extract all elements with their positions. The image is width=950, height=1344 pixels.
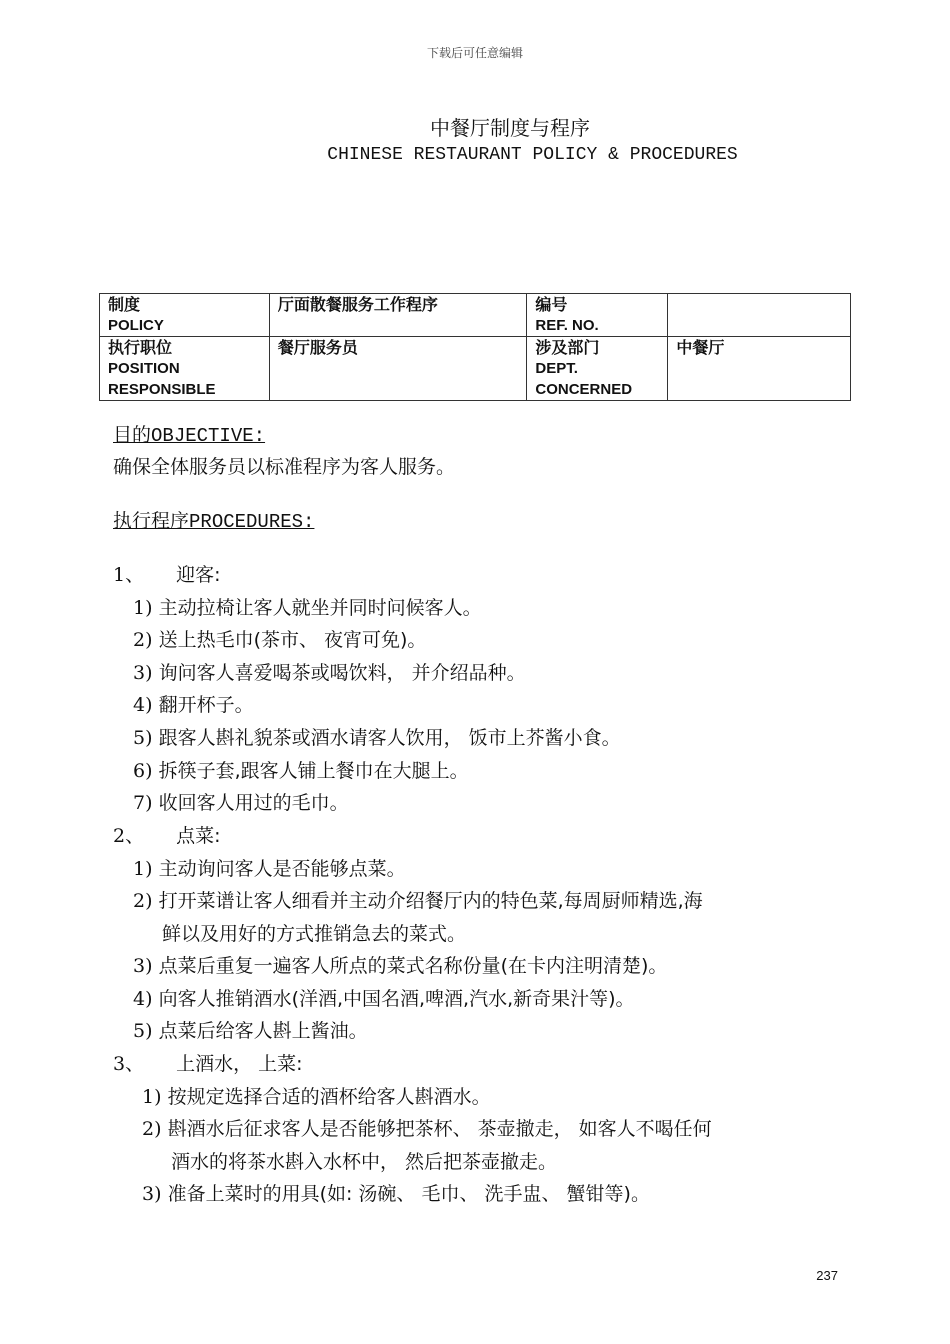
table-row (100, 337, 851, 401)
table-row (100, 294, 851, 337)
list-item (133, 983, 635, 1015)
section-2-heading (113, 820, 221, 852)
position-label-cell (100, 337, 270, 401)
list-item (133, 722, 621, 754)
ref-label-en: REF. NO. (535, 317, 599, 334)
dept-value-cell (668, 337, 851, 401)
position-value-cell (269, 337, 526, 401)
item-text: 主动拉椅让客人就坐并同时问候客人。 (158, 597, 482, 619)
item-text: 斟酒水后征求客人是否能够把茶杯、 茶壶撤走， 如客人不喝任何 (167, 1118, 712, 1140)
item-number: 2) (142, 1118, 162, 1140)
item-number: 2) (133, 890, 153, 912)
policy-value: 厅面散餐服务工作程序 (277, 295, 438, 314)
item-text: 拆筷子套,跟客人铺上餐巾在大腿上。 (158, 760, 469, 782)
position-label-en-2: RESPONSIBLE (108, 381, 216, 398)
policy-info-table (99, 293, 851, 401)
policy-label-cn: 制度 (108, 295, 141, 314)
list-item (142, 1113, 712, 1145)
item-number: 3) (133, 662, 153, 684)
item-text: 向客人推销酒水(洋酒,中国名酒,啤酒,汽水,新奇果汁等)。 (158, 988, 635, 1010)
dept-label-en: DEPT. (535, 360, 578, 377)
list-item (133, 950, 667, 982)
position-value: 餐厅服务员 (277, 338, 358, 357)
section-number: 1、 (113, 564, 145, 586)
position-label-en: POSITION (108, 360, 180, 377)
page-title-english: CHINESE RESTAURANT POLICY & PROCEDURES (327, 145, 738, 165)
policy-label-en: POLICY (108, 317, 164, 334)
list-item (133, 787, 349, 819)
ref-label-cell (527, 294, 668, 337)
item-number: 2) (133, 629, 153, 651)
item-text: 收回客人用过的毛巾。 (158, 792, 349, 814)
item-text: 打开菜谱让客人细看并主动介绍餐厅内的特色菜,每周厨师精选,海 (158, 890, 703, 912)
item-text: 询问客人喜爱喝茶或喝饮料， 并介绍品种。 (158, 662, 526, 684)
item-number: 1) (142, 1086, 162, 1108)
dept-value: 中餐厅 (676, 338, 725, 357)
item-text: 送上热毛巾(茶市、 夜宵可免)。 (158, 629, 427, 651)
list-item (133, 1015, 368, 1047)
list-item (133, 657, 526, 689)
list-item (133, 689, 254, 721)
objective-heading (113, 420, 265, 447)
item-number: 3) (142, 1183, 162, 1205)
item-number: 5) (133, 1020, 153, 1042)
list-item (142, 1178, 650, 1210)
item-text: 点菜后给客人斟上酱油。 (158, 1020, 368, 1042)
item-text: 按规定选择合适的酒杯给客人斟酒水。 (167, 1086, 491, 1108)
position-label-cn: 执行职位 (108, 338, 173, 357)
section-number: 2、 (113, 825, 145, 847)
list-item-continuation: 酒水的将茶水斟入水杯中， 然后把茶壶撤走。 (171, 1151, 558, 1173)
list-item (133, 592, 482, 624)
policy-label-cell (100, 294, 270, 337)
item-text: 翻开杯子。 (158, 694, 254, 716)
objective-text: 确保全体服务员以标准程序为客人服务。 (113, 456, 456, 478)
procedures-heading-cn: 执行程序 (113, 510, 190, 532)
objective-heading-cn: 目的 (113, 424, 152, 446)
item-number: 3) (133, 955, 153, 977)
item-number: 4) (133, 988, 153, 1010)
ref-value-cell (668, 294, 851, 337)
dept-label-cell (527, 337, 668, 401)
item-text: 跟客人斟礼貌茶或酒水请客人饮用， 饭市上芥酱小食。 (158, 727, 621, 749)
section-title: 点菜: (176, 825, 221, 847)
objective-heading-en: OBJECTIVE: (151, 425, 266, 447)
item-text: 点菜后重复一遍客人所点的菜式名称份量(在卡内注明清楚)。 (158, 955, 668, 977)
item-number: 7) (133, 792, 153, 814)
page-number: 237 (816, 1268, 838, 1283)
item-number: 1) (133, 597, 153, 619)
section-title: 迎客: (176, 564, 221, 586)
section-3-heading (113, 1048, 303, 1080)
list-item (133, 885, 703, 917)
procedures-heading (113, 506, 314, 533)
procedures-heading-en: PROCEDURES: (189, 511, 315, 533)
item-text: 主动询问客人是否能够点菜。 (158, 858, 406, 880)
item-text: 准备上菜时的用具(如: 汤碗、 毛巾、 洗手盅、 蟹钳等)。 (167, 1183, 650, 1205)
page-title-chinese: 中餐厅制度与程序 (430, 116, 590, 140)
policy-value-cell (269, 294, 526, 337)
section-1-heading (113, 559, 221, 591)
dept-label-cn: 涉及部门 (535, 338, 600, 357)
section-number: 3、 (113, 1053, 145, 1075)
list-item (133, 853, 406, 885)
header-note: 下载后可任意编辑 (426, 46, 523, 60)
list-item (133, 624, 426, 656)
item-number: 4) (133, 694, 153, 716)
item-number: 5) (133, 727, 153, 749)
item-number: 6) (133, 760, 153, 782)
dept-label-en-2: CONCERNED (535, 381, 633, 398)
item-number: 1) (133, 858, 153, 880)
list-item (142, 1081, 491, 1113)
section-title: 上酒水， 上菜: (176, 1053, 303, 1075)
ref-label-cn: 编号 (535, 295, 568, 314)
list-item (133, 755, 469, 787)
list-item-continuation: 鲜以及用好的方式推销急去的菜式。 (162, 923, 467, 945)
